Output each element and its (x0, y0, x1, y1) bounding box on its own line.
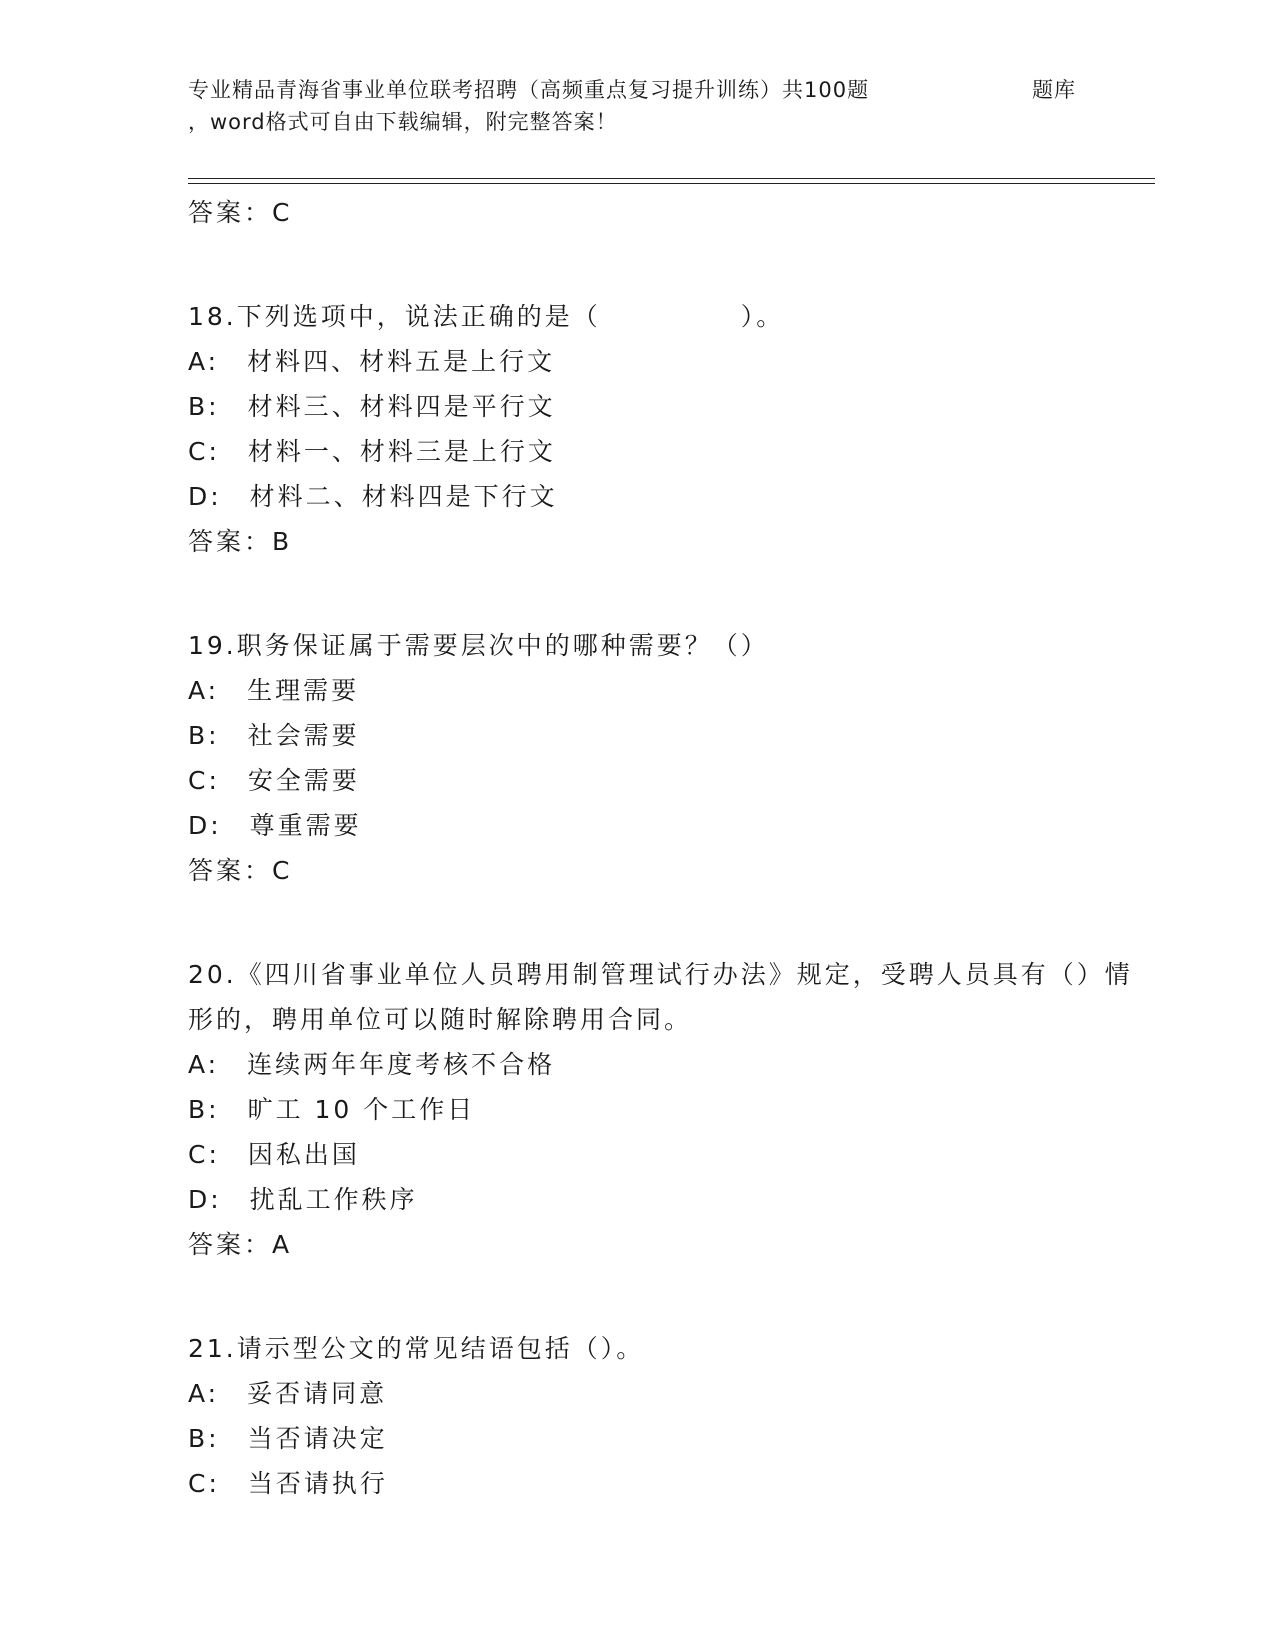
page-header (188, 74, 1088, 138)
option-c: C: 安全需要 (188, 766, 360, 795)
question-text: 21.请示型公文的常见结语包括（）。 (188, 1334, 645, 1363)
option-c: C: 材料一、材料三是上行文 (188, 437, 556, 466)
answer: 答案：C (188, 856, 293, 885)
question-text: 19.职务保证属于需要层次中的哪种需要？（） (188, 631, 769, 660)
option-b: B: 材料三、材料四是平行文 (188, 392, 556, 421)
option-b: B: 社会需要 (188, 721, 360, 750)
question-text: 18.下列选项中，说法正确的是（ ）。 (188, 302, 785, 331)
header-subtitle: ，word格式可自由下载编辑，附完整答案！ (188, 110, 618, 134)
header-line (188, 74, 1088, 106)
option-a: A: 材料四、材料五是上行文 (188, 347, 556, 376)
option-a: A: 妥否请同意 (188, 1379, 388, 1408)
header-rule-top (188, 178, 1155, 179)
option-b: B: 当否请决定 (188, 1424, 388, 1453)
answer: 答案：A (188, 1230, 293, 1259)
previous-answer: 答案：C (188, 198, 293, 227)
option-a: A: 生理需要 (188, 676, 360, 705)
question-21 (188, 1326, 1148, 1506)
option-c: C: 当否请执行 (188, 1469, 388, 1498)
question-18 (188, 294, 1148, 564)
option-d: D: 扰乱工作秩序 (188, 1185, 418, 1214)
option-d: D: 尊重需要 (188, 811, 362, 840)
option-d: D: 材料二、材料四是下行文 (188, 482, 558, 511)
header-title: 专业精品青海省事业单位联考招聘（高频重点复习提升训练）共100题 (188, 78, 870, 102)
question-text: 20.《四川省事业单位人员聘用制管理试行办法》规定，受聘人员具有（）情形的，聘用单位可以随时解除聘用合同。 (188, 960, 1133, 1034)
question-20 (188, 952, 1148, 1267)
option-c: C: 因私出国 (188, 1140, 360, 1169)
question-list (188, 190, 1148, 1506)
header-rule-bottom (188, 183, 1155, 184)
question-19 (188, 623, 1148, 893)
answer: 答案：B (188, 527, 293, 556)
option-b: B: 旷工 10 个工作日 (188, 1095, 476, 1124)
header-tag: 题库 (1032, 78, 1076, 102)
option-a: A: 连续两年年度考核不合格 (188, 1050, 556, 1079)
